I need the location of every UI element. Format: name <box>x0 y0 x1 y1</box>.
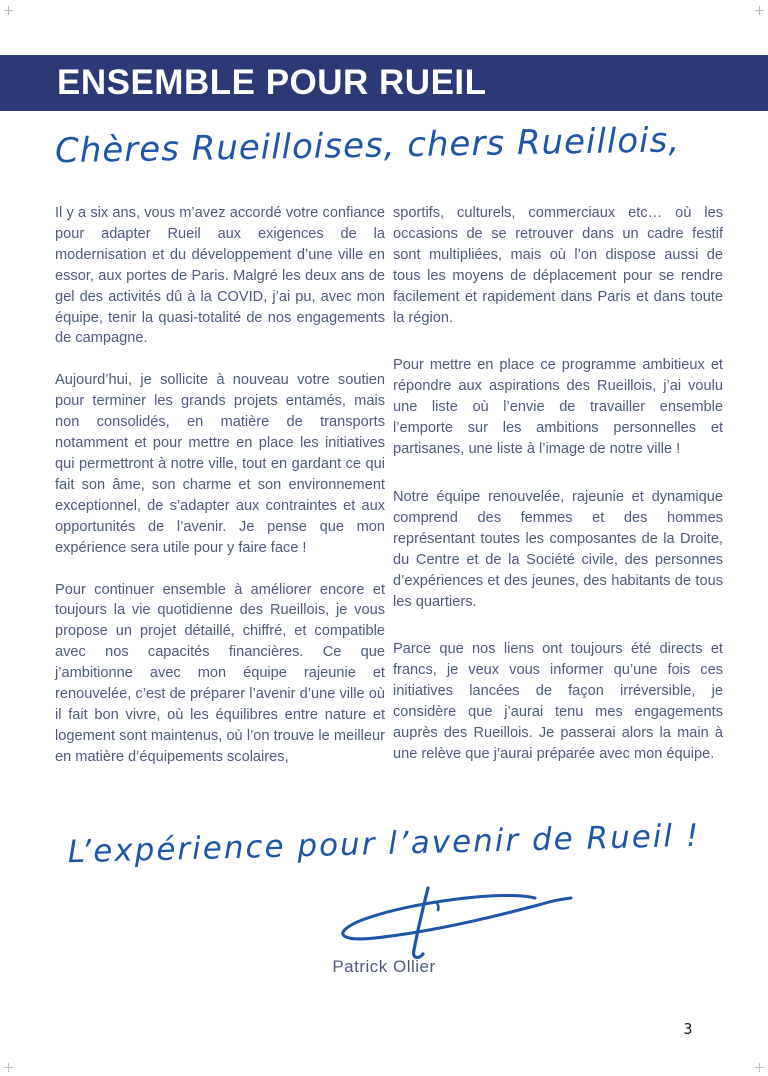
handwritten-tagline: L’expérience pour l’avenir de Rueil ! <box>67 817 701 871</box>
paragraph: Parce que nos liens ont toujours été directs et francs, je veux vous informer qu’une fois ces initiatives lancées de façon irréversible, je considère que j’aurai tenu mes engagements auprès des Rueillois. Je passerai alors la main à une relève que j’aurai préparée avec mon équipe. <box>393 641 723 762</box>
paragraph: Notre équipe renouvelée, rajeunie et dynamique comprend des femmes et des hommes représentant toutes les composantes de la Droite, du Centre et de la Société civile, des personnes d’expériences et des jeunes, des habitants de tous les quartiers. <box>393 488 723 610</box>
signer-name: Patrick Ollier <box>332 957 436 976</box>
paragraph: Aujourd’hui, je sollicite à nouveau votre soutien pour terminer les grands projets entamés, mais non consolidés, en matière de transports notamment et pour mettre en place les initiatives qui permettront à notre ville, tout en gardant ce qui fait son âme, son charme et son environnement exceptionnel, de s’adapter aux contraintes et aux opportunités de l’avenir. Je pense que mon expérience sera utile pour y faire face ! <box>55 372 385 556</box>
left-column <box>55 203 385 789</box>
right-column <box>393 203 723 792</box>
crop-mark-top-right <box>755 6 764 15</box>
signature-icon <box>290 880 580 965</box>
handwritten-greeting: Chères Rueilloises, chers Rueillois, <box>54 120 681 172</box>
title-banner <box>0 55 768 111</box>
page-number: 3 <box>683 1020 693 1038</box>
crop-mark-bottom-right <box>755 1063 764 1072</box>
paragraph: sportifs, culturels, commerciaux etc… où les occasions de se retrouver dans un cadre festif sont multipliées, mais où l’on dispose aussi de tous les moyens de déplacement pour se rendre facilement et rapidement dans Paris et dans toute la région. <box>393 205 723 326</box>
paragraph: Pour mettre en place ce programme ambitieux et répondre aux aspirations des Rueillois, j’ai voulu une liste où l’envie de travailler ensemble l’emporte sur les ambitions personnelles et partisanes, une liste à l’image de notre ville ! <box>393 357 723 458</box>
crop-mark-top-left <box>4 6 13 15</box>
paragraph: Il y a six ans, vous m’avez accordé votre confiance pour adapter Rueil aux exigences de la modernisation et du développement d’une ville en essor, aux portes de Paris. Malgré les deux ans de gel des activités dû à la COVID, j’ai pu, avec mon équipe, tenir la quasi-totalité de nos engagements de campagne. <box>55 205 385 347</box>
paragraph: Pour continuer ensemble à améliorer encore et toujours la vie quotidienne des Rueillois, je vous propose un projet détaillé, chiffré, et compatible avec nos capacités financières. Ce que j’ambitionne avec mon équipe rajeunie et renouvelée, c’est de préparer l’avenir d’une ville où il fait bon vivre, où les équilibres entre nature et logement sont maintenus, où l’on trouve le meilleur en matière d’équipements scolaires, <box>55 581 385 765</box>
page-title: ENSEMBLE POUR RUEIL <box>57 63 487 102</box>
crop-mark-bottom-left <box>4 1063 13 1072</box>
